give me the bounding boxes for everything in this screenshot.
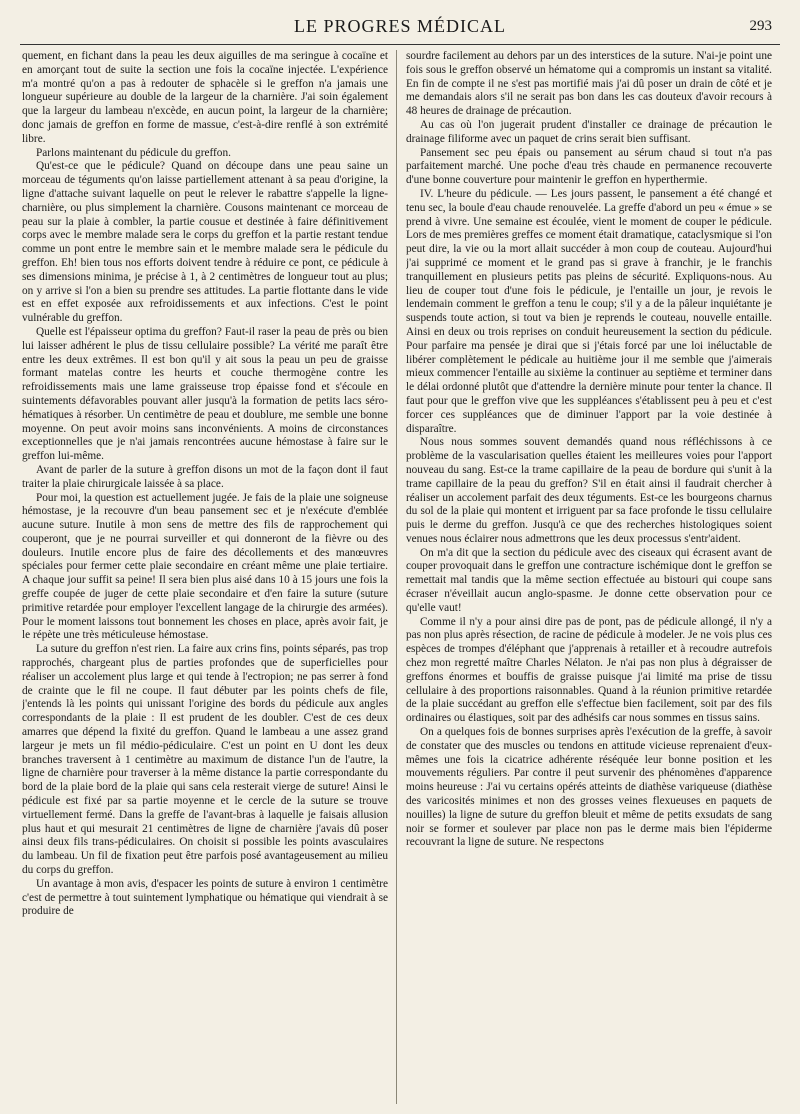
paragraph: Pansement sec peu épais ou pansement au sérum chaud si tout n'a pas parfaitement marché. Une poche d'eau très chaude en permanence recouverte d'une bonne couverture pour maintenir le greffon en hyperthermie.	[406, 146, 772, 187]
paragraph: Un avantage à mon avis, d'espacer les points de suture à environ 1 centimètre c'est de permettre à tout suintement lymphatique ou hématique qui viendrait à se produire de	[22, 877, 388, 918]
paragraph: Pour moi, la question est actuellement jugée. Je fais de la plaie une soigneuse hémostase, je la recouvre d'un beau pansement sec et je n'exécute d'emblée aucune suture. Inutile à mon sens de mettre des fils de rapprochement qui couperont, que je ne pourrai surveiller et qui donneront de la fièvre ou des douleurs. Inutile encore plus de faire des décollements et des manœuvres spéciales pour fermer cette plaie secondaire en créant même une plaie tertiaire. A chaque jour suffit sa peine! Il sera bien plus aisé dans 10 à 15 jours une fois la greffe coupée de juger de cette plaie secondaire et d'en faire la suture (suture primitive retardée pour employer l'excellent langage de la chirurgie des armées). Pour le moment laissons tout bonnement les choses en place, après avoir fait, je le répète une très méticuleuse hémostase.	[22, 491, 388, 642]
page-header	[20, 10, 780, 46]
left-column	[22, 50, 388, 1104]
column-divider	[396, 50, 397, 1104]
section-heading-paragraph: IV. L'heure du pédicule. — Les jours passent, le pansement a été changé et tenu sec, la boule d'eau chaude renouvelée. La greffe d'abord un peu « émue » se prend à vivre. Une semaine est écoulée, vient le moment de couper le pédicule. Lors de mes premières greffes ce moment était dramatique, cataclysmique si l'on peut dire, la vie ou la mort allait succéder à mon coup de couteau. Aujourd'hui j'ai supprimé ce moment et le grand pas si grave à franchir, je le franchis tranquillement en plusieurs petits pas pleins de sécurité. Expliquons-nous. Au lieu de couper tout d'une fois le pédicule, je l'entaille un jour, je revois le lendemain comment le greffon a tenu le coup; s'il y a de la pâleur inquiétante je suspends toute action, si tout va bien je reprends le couteau, nouvelle entaille. Ainsi en deux ou trois reprises on conduit heureusement la section du pédicule. Pour parfaire ma pensée je dirai que si j'étais forcé par une loi inéluctable de libérer complètement le pédicale au huitième jour il me semble que j'aimerais mieux commencer l'entaille au sixième la continuer au septième et terminer dans le délai ordonné plutôt que d'attendre la dernière minute pour tenter la chance. Il faut pour que le greffon vive que les suppléances s'établissent peu à peu et c'est forcer ces suppléances que de diminuer l'apport par la voie destinée à disparaître.	[406, 187, 772, 435]
paragraph: Comme il n'y a pour ainsi dire pas de pont, pas de pédicule allongé, il n'y a pas non plus après résection, de racine de pédicule à modeler. Je ne vois plus ces espèces de trompes d'éléphant que j'apprenais à retailler et à recoudre autrefois chez mon regretté maître Charles Nélaton. Je n'ai pas non plus à dégraisser de greffons énormes et bouffis de graisse puisque j'ai limité ma prise de tissu cellulaire à des proportions raisonnables. Quand à la réunion primitive retardée de la plaie succédant au greffon elle s'effectue bien facilement, soit par des fils ordinaires ou élastiques, soit par des adhésifs car nous sommes en tissus sains.	[406, 615, 772, 725]
paragraph: sourdre facilement au dehors par un des interstices de la suture. N'ai-je point une fois sous le greffon observé un hématome qui a compromis un instant sa vitalité. En fin de compte il ne s'est pas mortifié mais j'ai dû poser un drain de côté et je me demandais alors s'il ne serait pas bon dans les cas douteux d'avoir recours à 48 heures de drainage de précaution.	[406, 50, 772, 118]
right-column	[406, 50, 772, 1104]
page-number: 293	[749, 18, 772, 34]
paragraph: quement, en fichant dans la peau les deux aiguilles de ma seringue à cocaïne et en amorçant tout de suite la section une fois la cocaïne injectée. L'expérience m'a montré qu'on a pas à redouter de sphacèle si le greffon n'a jamais une longueur supérieure au double de la largeur de la charnière. J'ai soin également que la largeur du lambeau n'excède, en aucun point, la largeur de la charnière; donc jamais de greffon en forme de massue, c'est-à-dire renflé à son extrémité libre.	[22, 50, 388, 145]
header-rule	[20, 44, 780, 45]
paragraph: La suture du greffon n'est rien. La faire aux crins fins, points séparés, pas trop rapprochés, chargeant plus de parties profondes que de superficielles pour réaliser un accolement plus large et qui tende à l'ectropion; ne pas serrer à fond de crainte que le fil ne coupe. Il faut débuter par les points chefs de file, j'entends là les points qui unissant l'origine des bords du pédicule aux angles correspondants de la plaie : Il est prudent de les doubler. C'est de ces deux amarres que dépend la fixité du greffon. Quand le lambeau a une assez grand largeur je mets un fil médio-pédiculaire. C'est un point en U dont les deux branches traversent à 1 centimètre au maximum de distance l'un de l'autre, la ligne de charnière pour traverser à la même distance la partie correspondante du bord de la plaie bord de la plaie qui sans cela resterait vierge de suture! Ainsi le pédicule est fixé par sa partie moyenne et le cercle de la suture se trouve virtuellement fermé. Dans la greffe de l'avant-bras à laquelle je faisais allusion plus haut et qui mesurait 21 centimètres de ligne de charnière j'avais dû poser ainsi deux fils trans-pédiculaires. On choisit si possible les points avasculaires du lambeau. Un fil de fixation peut être parfois posé avantageusement au milieu du corps du greffon.	[22, 643, 388, 877]
paragraph: Quelle est l'épaisseur optima du greffon? Faut-il raser la peau de près ou bien lui laisser adhérent le plus de tissu cellulaire possible? La vérité me paraît être entre les deux extrêmes. Il est bon qu'il y ait sous la peau un peu de graisse formant matelas contre les heurts et couche thermogène contre les refroidissements mais une lame graisseuse trop épaisse fond et s'écoule en suintements défavorables pouvant aller jusqu'à la formation de petits lacs séro-hématiques à résorber. Un centimètre de peau et doublure, me semble une bonne moyenne. On peut avoir moins sans inconvénients. A moins de circonstances exceptionnelles que je n'ai jamais rencontrées aucune hémostase à faire sur le greffon lui-même.	[22, 325, 388, 463]
paragraph: Avant de parler de la suture à greffon disons un mot de la façon dont il faut traiter la plaie chirurgicale laissée à sa place.	[22, 463, 388, 490]
paragraph: Qu'est-ce que le pédicule? Quand on découpe dans une peau saine un morceau de téguments qu'on laisse partiellement attenant à sa peau d'origine, la ligne d'attache suivant laquelle on peut le relever le rabattre s'appelle la ligne-charnière, ou plus simplement la charnière. Cousons maintenant ce morceau de peau sur la plaie à combler, la partie cousue et destinée à faire définitivement corps avec le membre malade sera le corps du greffon et la partie restant tendue comme un pont entre le membre sain et le membre malade sera le pédicule du greffon. Eh! bien tous nos efforts doivent tendre à réduire ce pont, ce pédicule à ses dimensions minima, je précise à 1, à 2 centimètres de longueur tout au plus; on y arrive si l'on a bien su prendre ses attitudes. La partie flottante dans le vide est en effet exposée aux refroidissements et aux infections. C'est le point vulnérable du greffon.	[22, 160, 388, 325]
paragraph: Au cas où l'on jugerait prudent d'installer ce drainage de précaution le drainage filiforme avec un paquet de crins serait bien suffisant.	[406, 118, 772, 145]
paragraph: On a quelques fois de bonnes surprises après l'exécution de la greffe, à savoir de constater que des muscles ou tendons en attitude vicieuse reprenaient d'eux-mêmes une fois la cicatrice adhérente réséquée leur bonne position et les mouvements réguliers. Par contre il peut survenir des phénomènes d'apparence moins heureuse : J'ai vu certains opérés atteints de diathèse variqueuse (diathèse des varicosités minimes et non des grosses veines flexueuses en paquets de nouilles) la ligne de suture du greffon bleuit et même de petits exsudats de sang noir se former et soulever par place non pas le derme mais bien l'épiderme recouvrant la ligne de suture. Ne respectons	[406, 726, 772, 849]
paragraph: On m'a dit que la section du pédicule avec des ciseaux qui écrasent avant de couper provoquait dans le greffon une contracture ischémique dont le greffon se remettait mal tandis que la même section effectuée au bistouri qui coupe sans écraser n'éveillait aucun anglo-spasme. Je donne cette observation pour ce qu'elle vaut!	[406, 546, 772, 614]
paragraph: Parlons maintenant du pédicule du greffon.	[36, 146, 231, 159]
paragraph: Nous nous sommes souvent demandés quand nous réfléchissons à ce problème de la vascularisation quelles étaient les meilleures voies pour l'apport nouveau du sang. Est-ce la trame capillaire de la peau de bordure qui s'unit à la trame capillaire de la peau du greffon? S'il en était ainsi il faudrait chercher à réaliser un accolement parfait des deux téguments. Est-ce les bourgeons charnus du sol de la plaie qui montent et irriguent par sa face profonde le tissu cellulaire puis le derme du greffon. Jusqu'à ce que des recherches histologiques soient venues nous éclairer nous admettrons que les deux processus s'entr'aident.	[406, 436, 772, 545]
running-title: LE PROGRES MÉDICAL	[293, 16, 506, 36]
